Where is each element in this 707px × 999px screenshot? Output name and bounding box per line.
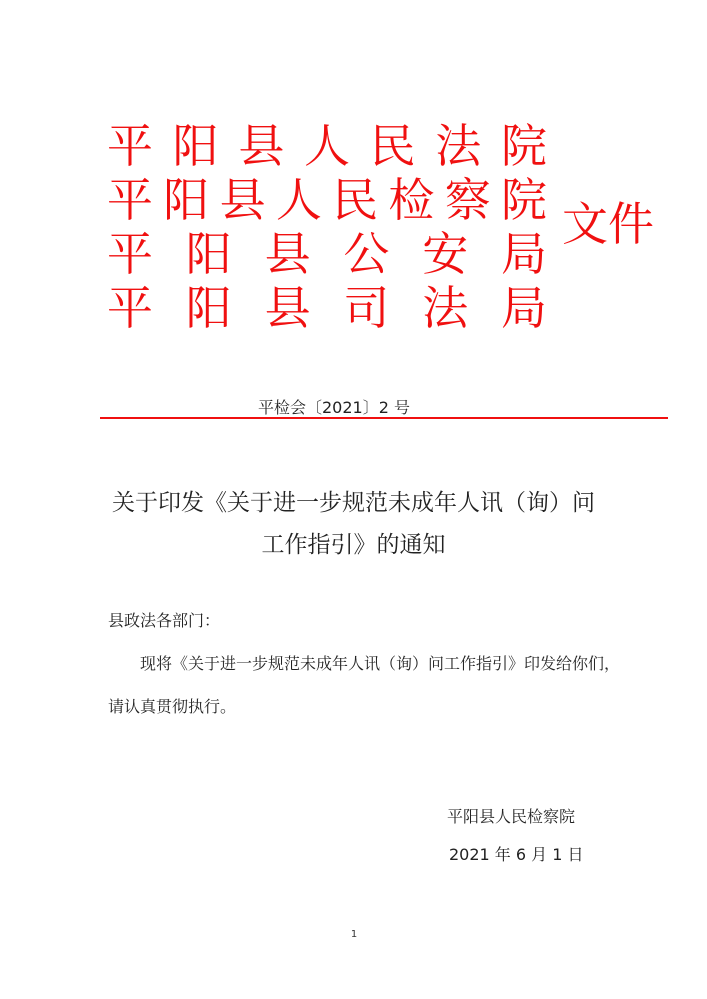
issuer-char: 县 [264,281,311,335]
issuer-char: 检 [388,173,435,227]
issuer-char: 司 [343,281,390,335]
issuer-char: 院 [500,173,547,227]
document-type-label: 文件 [562,197,654,251]
issuer-char: 阳 [185,281,232,335]
issuer-line-police [107,226,547,282]
issuer-char: 平 [107,173,153,227]
issuer-char: 公 [343,227,390,281]
issuer-char: 平 [107,281,153,335]
issuer-char: 阳 [172,119,219,173]
issuer-line-court [107,118,547,174]
document-body-line-1: 现将《关于进一步规范未成年人讯（询）问工作指引》印发给你们， [140,654,621,673]
issuer-char: 局 [500,281,547,335]
issuer-char: 平 [107,227,153,281]
issuer-char: 安 [422,227,469,281]
issuer-char: 民 [369,119,416,173]
issuer-char: 县 [219,173,266,227]
issuer-char: 阳 [185,227,232,281]
issuer-char: 人 [275,173,322,227]
issuer-char: 平 [107,119,153,173]
issuer-char: 人 [303,119,350,173]
issuer-line-procuratorate [107,172,547,228]
issuer-char: 阳 [163,173,210,227]
page-number: 1 [350,929,358,940]
document-title-line-1: 关于印发《关于进一步规范未成年人讯（询）问 [112,490,595,516]
document-title-line-2: 工作指引》的通知 [261,532,446,558]
issuer-char: 县 [238,119,285,173]
issuer-char: 局 [500,227,547,281]
document-number: 平检会〔2021〕2 号 [258,398,410,417]
issuer-char: 察 [444,173,491,227]
document-body-line-2: 请认真贯彻执行。 [108,697,237,716]
issuer-line-justice [107,280,547,336]
issuer-char: 县 [264,227,311,281]
issuer-char: 院 [500,119,547,173]
signature-organization: 平阳县人民检察院 [447,807,576,826]
issuer-char: 法 [422,281,469,335]
red-separator-line [100,417,668,419]
issuer-char: 法 [435,119,482,173]
signature-date: 2021 年 6 月 1 日 [449,845,584,864]
document-salutation: 县政法各部门： [108,611,221,630]
issuer-char: 民 [332,173,379,227]
